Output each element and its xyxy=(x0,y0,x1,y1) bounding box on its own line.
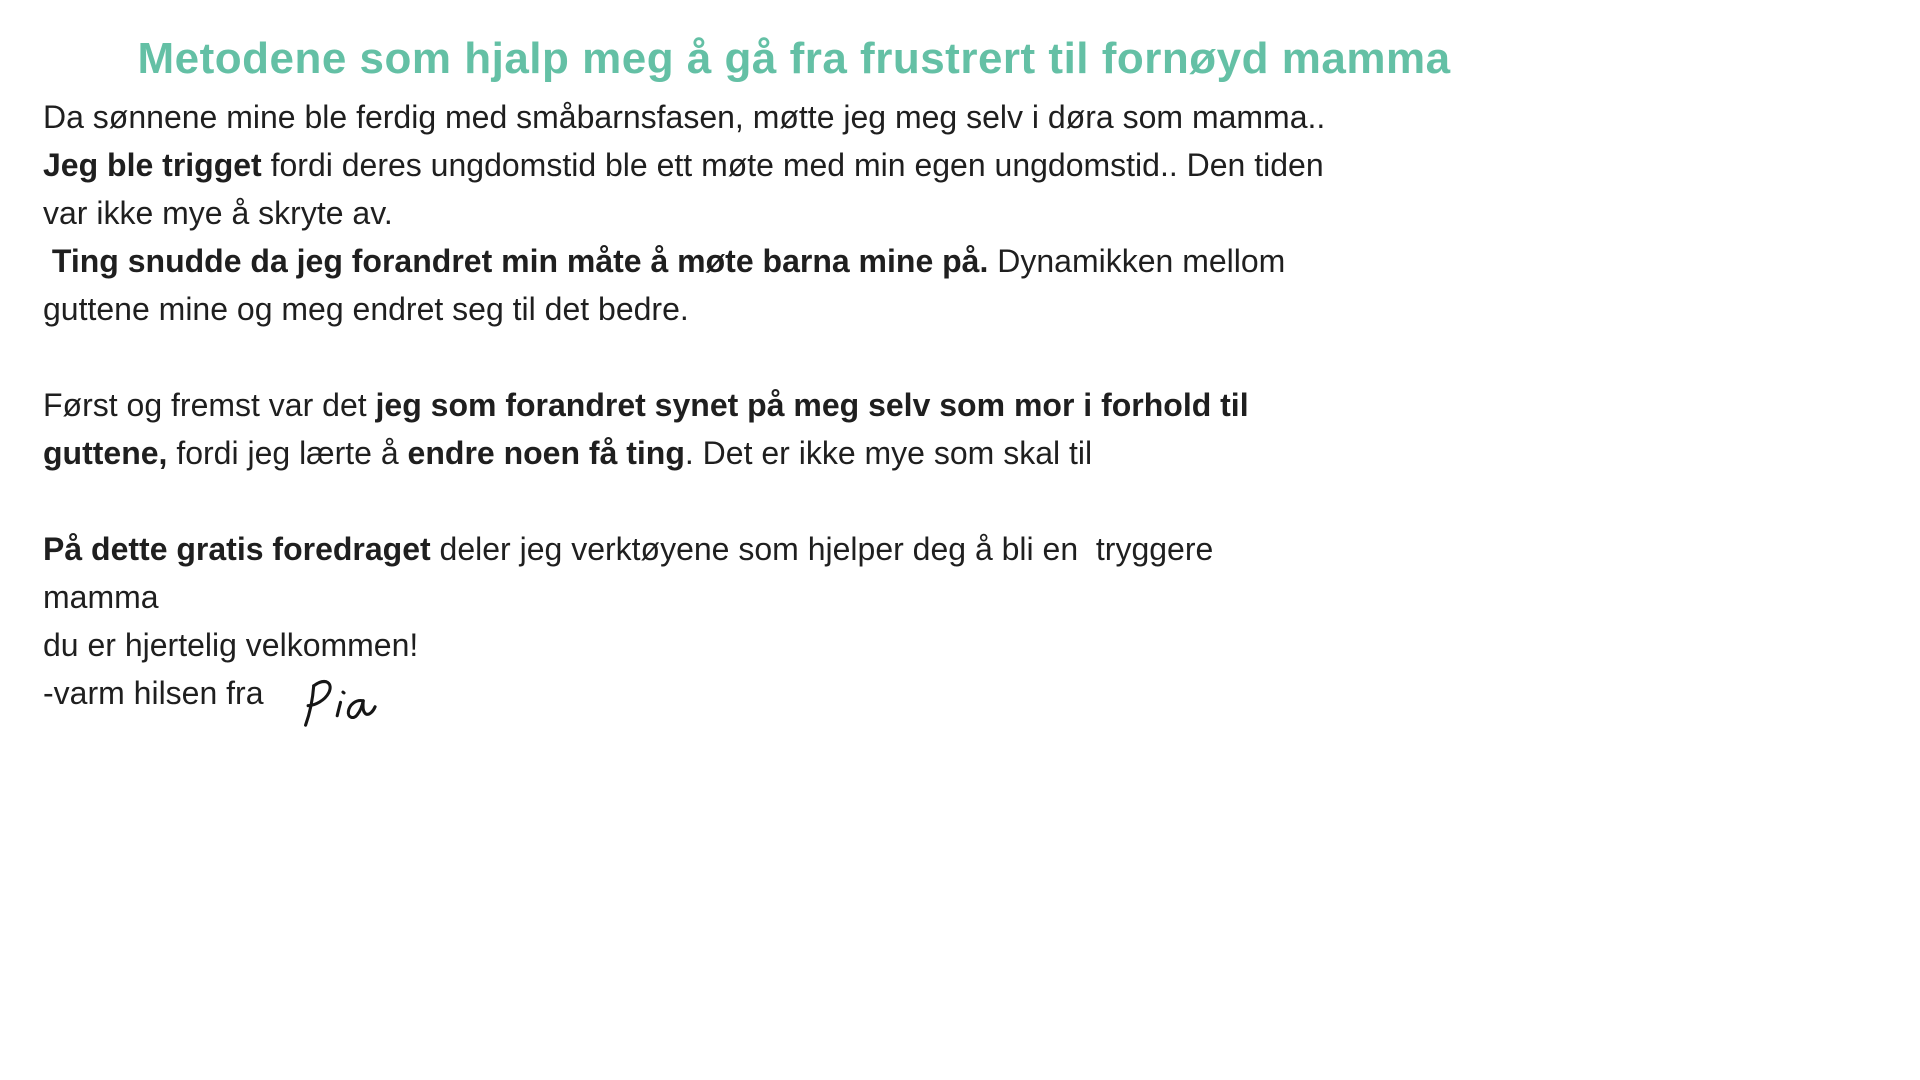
text-line xyxy=(43,573,1545,621)
text-line xyxy=(43,237,1545,285)
text-segment: Dynamikken mellom xyxy=(988,242,1286,279)
text-segment-bold: Ting snudde da jeg forandret min måte å møte barna mine på. xyxy=(43,242,989,279)
text-segment-bold: endre noen få ting xyxy=(407,434,685,471)
text-segment-bold: På dette gratis foredraget xyxy=(43,530,431,567)
text-segment: -varm hilsen fra xyxy=(43,674,264,711)
text-segment: mamma xyxy=(43,578,159,615)
pia-signature-icon xyxy=(290,668,383,740)
text-segment-bold: jeg som forandret synet på meg selv som mor i forhold til xyxy=(375,386,1249,423)
page-title: Metodene som hjalp meg å gå fra frustrert til fornøyd mamma xyxy=(137,34,1451,83)
text-segment: Først og fremst var det xyxy=(43,386,376,423)
text-line xyxy=(43,381,1545,429)
text-line xyxy=(43,93,1545,141)
text-segment: du er hjertelig velkommen! xyxy=(43,626,419,663)
blank-line xyxy=(43,333,1545,381)
text-segment: fordi jeg lærte å xyxy=(167,434,408,471)
closing-line xyxy=(43,669,1545,735)
text-line xyxy=(43,141,1545,189)
text-segment: var ikke mye å skryte av. xyxy=(43,194,393,231)
text-segment-bold: guttene, xyxy=(43,434,168,471)
text-segment-bold: Jeg ble trigget xyxy=(43,146,262,183)
text-segment: fordi deres ungdomstid ble ett møte med min egen ungdomstid.. Den tiden xyxy=(261,146,1324,183)
text-line xyxy=(43,525,1545,573)
text-line xyxy=(43,621,1545,669)
text-segment: deler jeg verktøyene som hjelper deg å bli en tryggere xyxy=(430,530,1214,567)
blank-line xyxy=(43,477,1545,525)
text-line xyxy=(43,285,1545,333)
text-segment: guttene mine og meg endret seg til det bedre. xyxy=(43,290,689,327)
text-segment: Da sønnene mine ble ferdig med småbarnsfasen, møtte jeg meg selv i døra som mamma.. xyxy=(43,98,1326,135)
text-line xyxy=(43,429,1545,477)
text-segment: . Det er ikke mye som skal til xyxy=(684,434,1093,471)
text-line xyxy=(43,189,1545,237)
